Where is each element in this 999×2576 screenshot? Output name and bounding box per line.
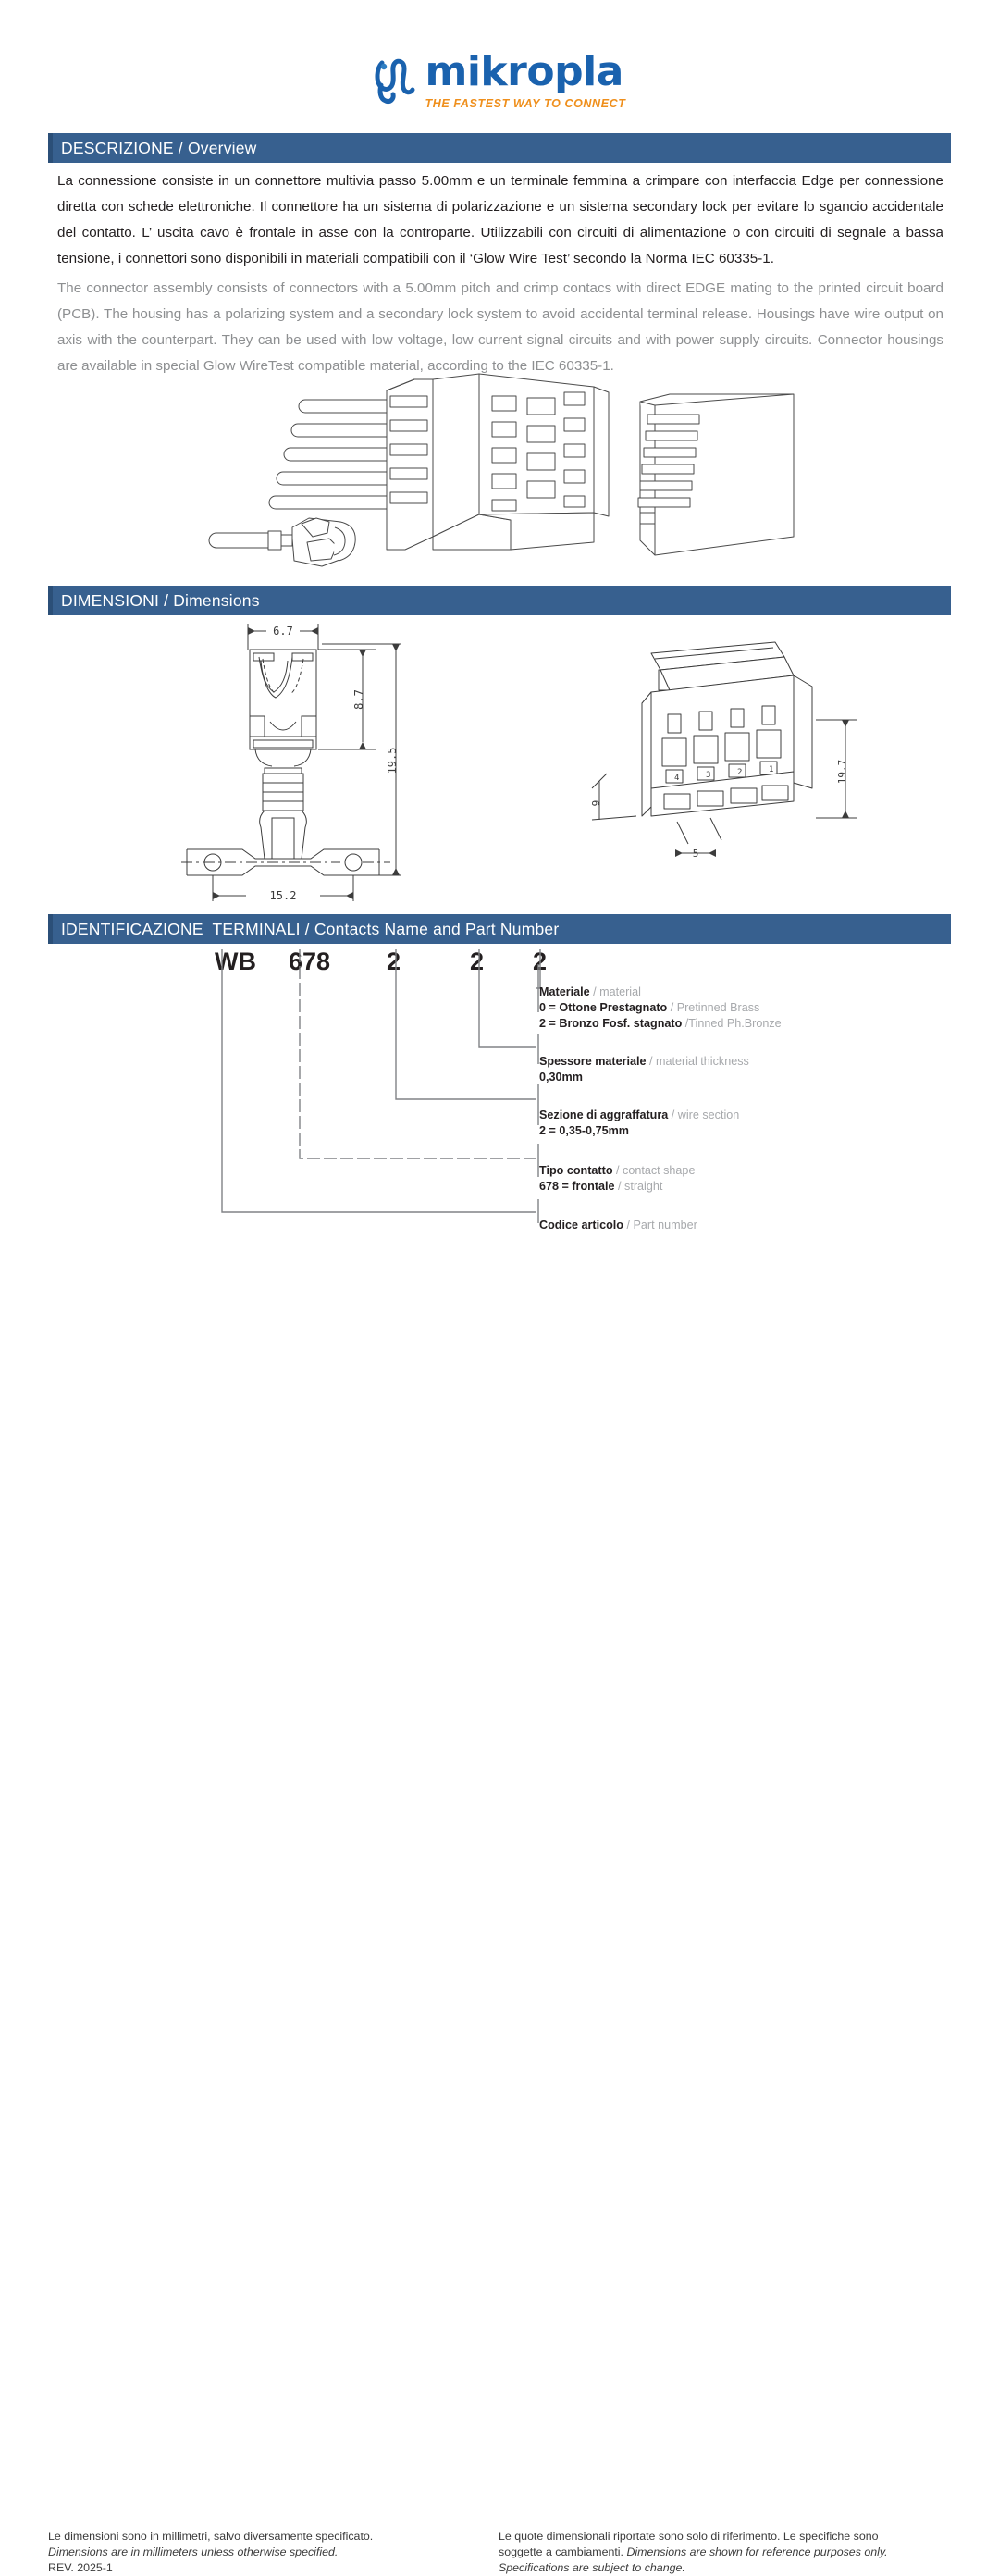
connector-assembly-linework xyxy=(205,374,797,577)
callout-value: 0,30mm xyxy=(539,1071,583,1084)
callout-label-it: Codice articolo xyxy=(539,1219,623,1232)
part-number-segment-3: 2 xyxy=(470,947,485,975)
dim-label-19-5: 19.5 xyxy=(386,747,399,774)
callout-line xyxy=(539,1000,782,1016)
cavity-number-3: 3 xyxy=(706,771,711,780)
part-number-segment-4: 2 xyxy=(533,947,548,975)
callout-line xyxy=(539,985,782,1000)
callout-value: 678 = frontale xyxy=(539,1180,615,1193)
callout-label-it: Spessore materiale xyxy=(539,1055,647,1068)
callout-label-en: /Tinned Ph.Bronze xyxy=(682,1017,782,1030)
footer-right-line2-en: Dimensions are shown for reference purposes only. xyxy=(623,2545,888,2558)
callout-sezione-aggraffatura xyxy=(539,1108,739,1139)
cavity-number-4: 4 xyxy=(674,774,680,783)
dim-label-8-7: 8.7 xyxy=(352,689,365,710)
callout-label-en: / straight xyxy=(614,1180,663,1193)
footer-right-line3: Specifications are subject to change. xyxy=(499,2561,685,2574)
part-number-segment-1: 678 xyxy=(289,947,331,975)
callout-materiale xyxy=(539,985,782,1032)
callout-label-en: / Part number xyxy=(623,1219,697,1232)
terminal-dimension-drawing xyxy=(181,614,422,910)
callout-label-it: Tipo contatto xyxy=(539,1164,613,1177)
callout-line xyxy=(539,1123,739,1139)
callout-line xyxy=(539,1108,739,1123)
page-footer xyxy=(0,1251,999,2574)
callout-codice-articolo xyxy=(539,1218,697,1233)
callout-tipo-contatto xyxy=(539,1163,695,1195)
brand-logo xyxy=(0,48,999,113)
mikropla-mu-mark xyxy=(373,54,415,105)
footer-revision: REV. 2025-1 xyxy=(48,2561,113,2574)
overview-paragraph-italian: La connessione consiste in un connettore multivia passo 5.00mm e un terminale femmina a crimpare con interfaccia Edge per connessione diretta con schede elettroniche. Il connettore ha un sistema di polarizzazione e un sistema secondary lock per evitare lo sgancio accidentale del contatto. L’ uscita cavo è frontale in asse con la controparte. Utilizzabili con circuiti di alimentazione o con circuiti di segnale a bassa tensione, i connettori sono disponibili in materiali compatibili con il ‘Glow Wire Test’ secondo la Norma IEC 60335-1. xyxy=(57,173,944,266)
callout-label-it: Materiale xyxy=(539,985,590,998)
callout-label-en: / wire section xyxy=(668,1108,740,1121)
section-title-overview: DESCRIZIONE / Overview xyxy=(61,138,257,157)
dim-label-6-7: 6.7 xyxy=(273,625,293,638)
footer-left xyxy=(48,2529,483,2576)
callout-line xyxy=(539,1070,749,1085)
callout-value: 2 = Bronzo Fosf. stagnato xyxy=(539,1017,683,1030)
callout-label-en: / material thickness xyxy=(646,1055,749,1068)
footer-right xyxy=(499,2529,952,2576)
callout-label-en: / contact shape xyxy=(612,1164,696,1177)
cavity-number-1: 1 xyxy=(769,765,774,774)
callout-line xyxy=(539,1054,749,1070)
part-number-segment-0: WB xyxy=(215,947,256,975)
callout-label-it: Sezione di aggraffatura xyxy=(539,1108,669,1121)
connector-assembly-figure xyxy=(205,374,797,577)
cavity-number-2: 2 xyxy=(737,768,743,777)
section-title-identification: IDENTIFICAZIONE TERMINALI / Contacts Name and Part Number xyxy=(61,919,560,938)
footer-right-line2 xyxy=(499,2545,952,2560)
overview-paragraph-english: The connector assembly consists of connectors with a 5.00mm pitch and crimp contacs with direct EDGE mating to the printed circuit board (PCB). The housing has a polarizing system and a secondary lock system to avoid accidental terminal release. Housings have wire output on axis with the counterpart. They can be used with low voltage, low current signal circuits and with power supply circuits. Connector housings are available in special Glow WireTest compatible material, according to the IEC 60335-1. xyxy=(57,280,944,374)
section-header-dimensions xyxy=(48,586,951,615)
dim-label-19-7: 19.7 xyxy=(836,759,848,785)
callout-line xyxy=(539,1163,695,1179)
callout-line xyxy=(539,1179,695,1195)
terminal-dimension-figure xyxy=(181,614,422,910)
footer-left-line1: Le dimensioni sono in millimetri, salvo diversamente specificato. xyxy=(48,2530,374,2543)
callout-line xyxy=(539,1218,697,1233)
footer-left-line2: Dimensions are in millimeters unless otherwise specified. xyxy=(48,2545,339,2558)
part-number-segment-2: 2 xyxy=(387,947,401,975)
callout-label-en: / Pretinned Brass xyxy=(667,1001,760,1014)
section-header-identification xyxy=(48,914,951,944)
callout-spessore-materiale xyxy=(539,1054,749,1085)
callout-line xyxy=(539,1016,782,1032)
housing-dimension-figure xyxy=(579,635,866,903)
housing-dimension-drawing xyxy=(579,635,866,903)
footer-right-line1: Le quote dimensionali riportate sono solo di riferimento. Le specifiche sono xyxy=(499,2530,879,2543)
section-header-overview xyxy=(48,133,951,163)
dim-label-15-2: 15.2 xyxy=(269,889,297,902)
callout-value: 0 = Ottone Prestagnato xyxy=(539,1001,668,1014)
section-title-dimensions: DIMENSIONI / Dimensions xyxy=(61,590,260,610)
footer-right-line2-it: soggette a cambiamenti. xyxy=(499,2545,623,2558)
callout-value: 2 = 0,35-0,75mm xyxy=(539,1124,629,1137)
brand-name: mikropla xyxy=(425,47,623,95)
brand-tagline: THE FASTEST WAY TO CONNECT xyxy=(425,96,626,110)
dim-label-5: 5 xyxy=(692,848,699,860)
callout-label-en: / material xyxy=(589,985,641,998)
dim-label-9: 9 xyxy=(590,799,602,807)
